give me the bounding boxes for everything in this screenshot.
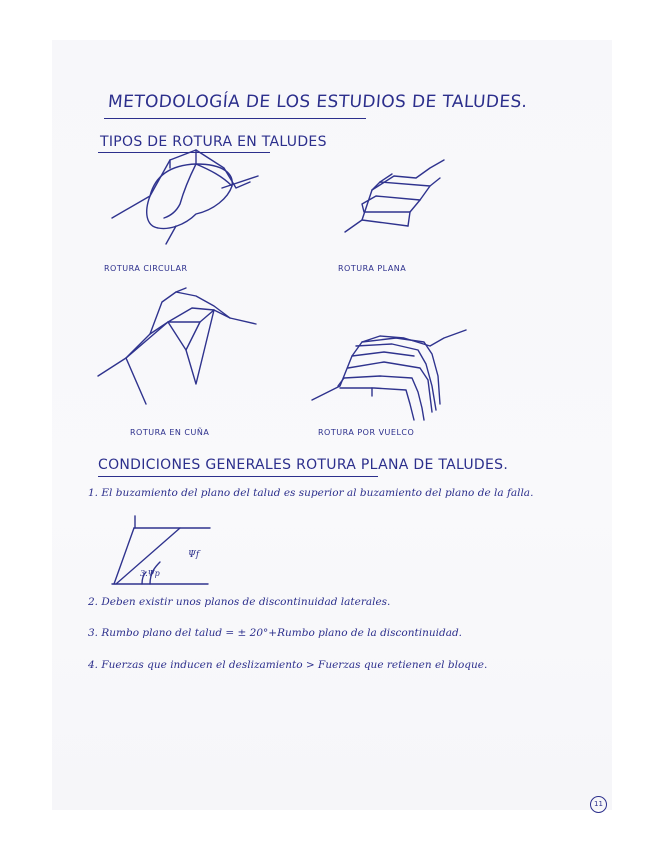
conditions-heading: CONDICIONES GENERALES ROTURA PLANA DE TALUDES. (98, 457, 509, 473)
condition-item-4: 4. Fuerzas que inducen el deslizamiento > Fuerzas que retienen el bloque. (88, 659, 488, 671)
circular-failure-sketch (112, 150, 258, 244)
caption-circular: ROTURA CIRCULAR (104, 264, 188, 273)
caption-vuelco: ROTURA POR VUELCO (318, 428, 415, 437)
conditions-underline (98, 476, 378, 477)
condition-item-2: 2. Deben existir unos planos de discontinuidad laterales. (88, 596, 391, 608)
page-title: METODOLOGÍA DE LOS ESTUDIOS DE TALUDES. (107, 92, 529, 112)
plane-failure-sketch (345, 160, 444, 232)
section-subtitle: TIPOS DE ROTURA EN TALUDES (100, 134, 327, 150)
subtitle-underline (98, 152, 270, 153)
condition-item-1: 1. El buzamiento del plano del talud es superior al buzamiento del plano de la falla. (88, 487, 534, 499)
diagram-label-psi-f: Ψf (188, 550, 200, 560)
wedge-failure-sketch (98, 288, 256, 404)
caption-plana: ROTURA PLANA (338, 264, 407, 273)
title-underline (104, 118, 366, 119)
toppling-failure-sketch (312, 330, 466, 420)
caption-cuna: ROTURA EN CUÑA (130, 428, 210, 437)
condition-item-3: 3. Rumbo plano del talud = ± 20°+Rumbo plano de la discontinuidad. (88, 627, 463, 639)
page-number: 11 (590, 796, 607, 813)
diagram-label-psi-p: 3.Ψp (140, 569, 160, 578)
